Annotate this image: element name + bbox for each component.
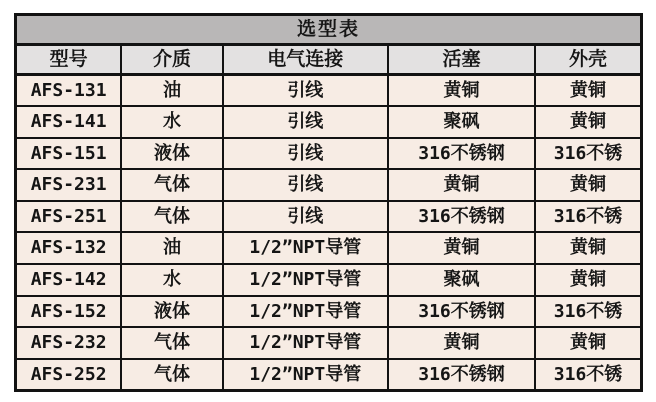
table-cell: 引线 <box>223 106 388 138</box>
table-cell: AFS-151 <box>16 138 122 170</box>
table-cell: 黄铜 <box>388 169 535 201</box>
table-cell: 316不锈钢 <box>388 359 535 391</box>
table-cell: 316不锈钢 <box>388 201 535 233</box>
table-cell: 油 <box>121 75 222 107</box>
table-cell: 油 <box>121 232 222 264</box>
column-header-medium: 介质 <box>121 45 222 75</box>
table-cell: AFS-142 <box>16 264 122 296</box>
table-cell: 316不锈 <box>535 201 641 233</box>
table-cell: AFS-252 <box>16 359 122 391</box>
table-row <box>16 232 642 264</box>
table-cell: 黄铜 <box>535 169 641 201</box>
table-row <box>16 75 642 107</box>
table-row <box>16 201 642 233</box>
table-cell: 黄铜 <box>535 106 641 138</box>
table-cell: 黄铜 <box>535 327 641 359</box>
table-cell: 水 <box>121 106 222 138</box>
column-header-piston: 活塞 <box>388 45 535 75</box>
table-cell: AFS-232 <box>16 327 122 359</box>
table-cell: 液体 <box>121 138 222 170</box>
table-row <box>16 327 642 359</box>
table-cell: AFS-132 <box>16 232 122 264</box>
table-cell: 1/2”NPT导管 <box>223 264 388 296</box>
table-cell: 水 <box>121 264 222 296</box>
table-cell: 引线 <box>223 201 388 233</box>
table-cell: 聚砜 <box>388 264 535 296</box>
table-cell: 气体 <box>121 201 222 233</box>
table-row <box>16 169 642 201</box>
table-cell: 1/2”NPT导管 <box>223 296 388 328</box>
table-cell: 引线 <box>223 169 388 201</box>
selection-table <box>14 13 643 392</box>
table-cell: 黄铜 <box>388 75 535 107</box>
table-title-row <box>16 15 642 45</box>
table-cell: AFS-141 <box>16 106 122 138</box>
table-cell: AFS-231 <box>16 169 122 201</box>
table-body <box>16 75 642 391</box>
table-cell: AFS-152 <box>16 296 122 328</box>
table-cell: 1/2”NPT导管 <box>223 359 388 391</box>
table-row <box>16 138 642 170</box>
table-cell: AFS-131 <box>16 75 122 107</box>
column-header-electrical: 电气连接 <box>223 45 388 75</box>
table-cell: 1/2”NPT导管 <box>223 327 388 359</box>
column-header-housing: 外壳 <box>535 45 641 75</box>
table-cell: 316不锈钢 <box>388 138 535 170</box>
table-cell: 液体 <box>121 296 222 328</box>
table-cell: 黄铜 <box>535 264 641 296</box>
table-cell: 聚砜 <box>388 106 535 138</box>
table-cell: 316不锈钢 <box>388 296 535 328</box>
table-title: 选型表 <box>16 15 642 45</box>
table-cell: 气体 <box>121 327 222 359</box>
table-cell: 316不锈 <box>535 296 641 328</box>
table-cell: 气体 <box>121 359 222 391</box>
table-header-row <box>16 45 642 75</box>
table-row <box>16 106 642 138</box>
table-cell: 1/2”NPT导管 <box>223 232 388 264</box>
table-row <box>16 264 642 296</box>
table-cell: 黄铜 <box>535 232 641 264</box>
table-cell: 黄铜 <box>535 75 641 107</box>
table-cell: 316不锈 <box>535 359 641 391</box>
table-cell: AFS-251 <box>16 201 122 233</box>
table-cell: 引线 <box>223 138 388 170</box>
table-cell: 气体 <box>121 169 222 201</box>
table-row <box>16 296 642 328</box>
table-cell: 316不锈 <box>535 138 641 170</box>
table-cell: 黄铜 <box>388 232 535 264</box>
column-header-model: 型号 <box>16 45 122 75</box>
table-cell: 黄铜 <box>388 327 535 359</box>
table-row <box>16 359 642 391</box>
table-cell: 引线 <box>223 75 388 107</box>
